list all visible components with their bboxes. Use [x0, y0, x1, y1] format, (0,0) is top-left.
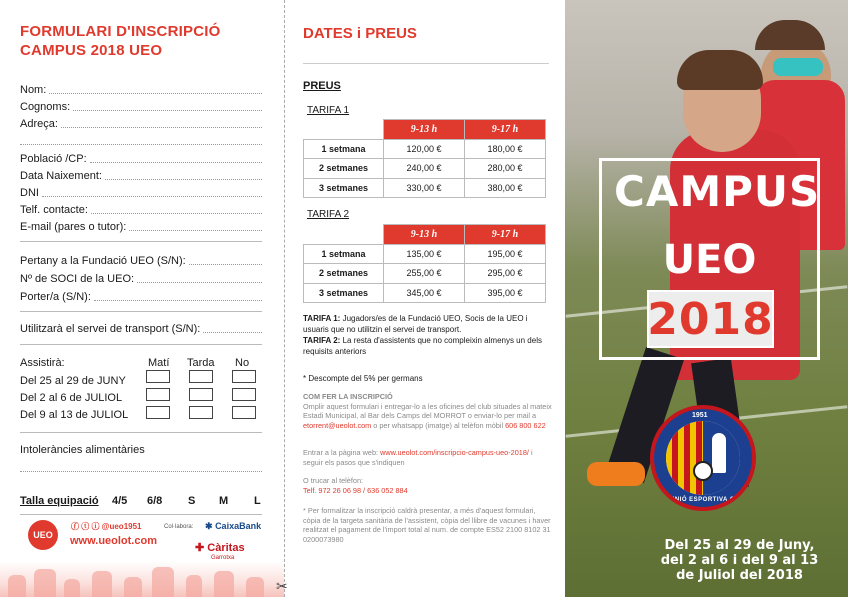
field-label: Data Naixement: [20, 170, 102, 182]
price-cell: 120,00 € [384, 139, 465, 159]
crowd-shape [8, 575, 26, 597]
field-label: Adreça: [20, 118, 58, 130]
size-option-6-8[interactable]: 6/8 [147, 495, 163, 507]
table-header-row [304, 225, 546, 245]
field-birthdate[interactable] [20, 168, 262, 182]
col-header: 9-13 h [384, 225, 465, 245]
field-label: Població /CP: [20, 153, 87, 165]
field-label: Utilitzarà el servei de transport (S/N): [20, 323, 201, 335]
checkbox-week3-morning[interactable] [146, 406, 170, 419]
assist-col-morning: Matí [148, 357, 170, 369]
divider [20, 432, 262, 433]
how-text-part: o per whatsapp (imatge) al telèfon mòbil [371, 420, 506, 430]
how-text-part: Omplir aquest formulari i entregar-lo a les oficines del club situades al mateix Estadi Municipal, al Bar dels Camps del MORROT o enviar-lo per mail a [303, 401, 552, 421]
row-label: 1 setmana [304, 139, 384, 159]
preus-label: PREUS [303, 80, 341, 92]
field-label: Cognoms: [20, 101, 71, 113]
field-line [49, 84, 262, 94]
checkbox-week1-no[interactable] [232, 370, 256, 383]
badge-year: 1951 [692, 412, 708, 419]
club-logo: UEO [28, 520, 58, 550]
tarifa-notes [303, 313, 553, 357]
field-line [42, 187, 262, 197]
crowd-shape [246, 577, 264, 597]
divider [20, 311, 262, 312]
assist-row-week1: Del 25 al 29 de JUNY [20, 375, 126, 387]
email-link[interactable]: etorrent@ueolot.com [303, 420, 372, 430]
field-intolerances[interactable] [20, 442, 262, 456]
field-surname[interactable] [20, 99, 262, 113]
club-badge-icon [650, 405, 756, 511]
divider [20, 241, 262, 242]
field-line [105, 170, 262, 180]
web-section [303, 448, 553, 467]
field-member-number[interactable] [20, 271, 262, 285]
background-player-hair [755, 20, 825, 50]
field-label: DNI [20, 187, 39, 199]
sponsor-caixabank-logo [205, 521, 261, 532]
note-tarifa1 [303, 313, 553, 335]
year-box [647, 290, 774, 348]
field-foundation[interactable] [20, 253, 262, 267]
website-link[interactable]: www.ueolot.com [70, 535, 157, 547]
field-email[interactable] [20, 219, 262, 233]
field-dni[interactable] [20, 185, 262, 199]
note-text: La resta d'assistents que no compleixin almenys un dels requisits anteriors [303, 336, 542, 356]
player-boot [587, 462, 645, 486]
tarifa1-table [303, 119, 546, 198]
field-label: Nº de SOCI de la UEO: [20, 273, 135, 285]
field-line [20, 462, 262, 472]
badge-ball-icon [693, 461, 713, 481]
checkbox-week2-morning[interactable] [146, 388, 170, 401]
divider [20, 344, 262, 345]
tarifa2-table [303, 224, 546, 303]
badge-figure [712, 433, 726, 473]
price-cell: 240,00 € [384, 159, 465, 179]
crowd-shape [186, 575, 202, 597]
field-label: E-mail (pares o tutor): [20, 221, 127, 233]
crowd-shape [214, 571, 234, 597]
divider [303, 63, 549, 64]
price-cell: 345,00 € [384, 283, 465, 303]
sponsor-caritas-sub: Garrotxa [211, 555, 235, 561]
price-cell: 135,00 € [384, 244, 465, 264]
field-line [61, 118, 262, 128]
how-to-section [303, 392, 553, 430]
badge-club-name: UNIÓ ESPORTIVA OLOT [670, 497, 749, 503]
sponsor-caritas-logo [195, 541, 245, 554]
table-corner [304, 120, 384, 140]
crowd-shape [64, 579, 80, 597]
divider [20, 514, 262, 515]
col-header: 9-17 h [465, 225, 546, 245]
field-transport[interactable] [20, 321, 262, 335]
note-key: TARIFA 2: [303, 336, 341, 345]
price-cell: 195,00 € [465, 244, 546, 264]
sponsor-caixabank-text: CaixaBank [215, 521, 262, 531]
cover-panel [565, 0, 848, 597]
registration-form-panel [0, 0, 284, 597]
table-header-row [304, 120, 546, 140]
table-row [304, 244, 546, 264]
row-label: 1 setmana [304, 244, 384, 264]
price-cell: 180,00 € [465, 139, 546, 159]
dates-line: de Juliol del 2018 [676, 568, 803, 583]
year-text: 2018 [647, 293, 774, 345]
discount-note: * Descompte del 5% per germans [303, 374, 423, 383]
field-goalkeeper[interactable] [20, 289, 262, 303]
call-section [303, 476, 553, 495]
field-address[interactable] [20, 116, 262, 130]
col-header: 9-17 h [465, 120, 546, 140]
crowd-decoration [0, 561, 284, 597]
field-intolerances-line[interactable] [20, 460, 262, 474]
tarifa1-label: TARIFA 1 [307, 105, 350, 116]
assist-label: Assistirà: [20, 357, 65, 369]
web-text: i seguir els pasos que s'indiquen [303, 448, 533, 467]
field-line [129, 221, 262, 231]
field-line [90, 153, 262, 163]
field-label: Intoleràncies alimentàries [20, 444, 145, 456]
note-key: TARIFA 1: [303, 314, 341, 323]
crowd-shape [34, 569, 56, 597]
checkbox-week2-no[interactable] [232, 388, 256, 401]
price-cell: 330,00 € [384, 178, 465, 198]
row-label: 2 setmanes [304, 159, 384, 179]
collab-label: Col·labora: [164, 524, 194, 530]
assist-col-afternoon: Tarda [187, 357, 215, 369]
checkbox-week1-afternoon[interactable] [189, 370, 213, 383]
scissors-icon: ✂ [276, 578, 288, 594]
crowd-shape [124, 577, 142, 597]
col-header: 9-13 h [384, 120, 465, 140]
web-text: Entrar a la pàgina web: [303, 448, 381, 457]
call-phones[interactable]: Telf. 972 26 06 98 / 636 052 884 [303, 485, 408, 495]
price-cell: 380,00 € [465, 178, 546, 198]
final-note: * Per formalitzar la inscripció caldrà presentar, a més d'aquest formulari, còpia de la targeta sanitària de l'assistent, còpia del llibre de vacunes i haver realitzat el pagament de l'import total al num. de compte ES52 2100 8102 31 0200073980 [303, 506, 551, 544]
field-label: Nom: [20, 84, 47, 96]
field-line [203, 323, 262, 333]
call-text: O trucar al telèfon: [303, 476, 364, 485]
field-line [91, 204, 262, 214]
tarifa2-label: TARIFA 2 [307, 209, 350, 220]
assist-row-week3: Del 9 al 13 de JULIOL [20, 409, 129, 421]
row-label: 2 setmanes [304, 264, 384, 284]
ueo-word: UEO [662, 237, 757, 283]
sponsor-caritas-text: Càritas [207, 542, 245, 554]
field-town[interactable] [20, 151, 262, 165]
checkbox-week2-afternoon[interactable] [189, 388, 213, 401]
cross-icon: ✚ [195, 542, 205, 554]
form-title-line1: FORMULARI D'INSCRIPCIÓ [20, 23, 221, 40]
row-label: 3 setmanes [304, 283, 384, 303]
field-line [189, 255, 262, 265]
field-phone[interactable] [20, 202, 262, 216]
field-name[interactable] [20, 82, 262, 96]
how-text [303, 402, 553, 431]
form-title-line2: CAMPUS 2018 UEO [20, 42, 163, 59]
row-label: 3 setmanes [304, 178, 384, 198]
checkbox-week1-morning[interactable] [146, 370, 170, 383]
badge-shield [666, 421, 740, 495]
prices-panel [285, 0, 565, 597]
price-cell: 255,00 € [384, 264, 465, 284]
price-cell: 395,00 € [465, 283, 546, 303]
campus-word: CAMPUS [614, 167, 821, 216]
field-label: Porter/a (S/N): [20, 291, 91, 303]
size-option-m[interactable]: M [219, 495, 229, 507]
field-line [94, 291, 262, 301]
price-cell: 280,00 € [465, 159, 546, 179]
table-row [304, 159, 546, 179]
dates-line: Del 25 al 29 de Juny, [664, 538, 815, 553]
assist-col-no: No [235, 357, 250, 369]
checkbox-week3-afternoon[interactable] [189, 406, 213, 419]
size-option-l[interactable]: L [254, 495, 261, 507]
table-row [304, 283, 546, 303]
campus-dates [637, 538, 842, 583]
table-row [304, 178, 546, 198]
note-tarifa2 [303, 335, 553, 357]
checkbox-week3-no[interactable] [232, 406, 256, 419]
form-title [20, 22, 220, 60]
field-line [73, 101, 262, 111]
size-label: Talla equipació [20, 495, 99, 507]
background-player-scarf [773, 58, 823, 76]
table-row [304, 264, 546, 284]
dates-line: del 2 al 6 i del 9 al 13 [660, 553, 819, 568]
note-text: Jugadors/es de la Fundació UEO, Socis de la UEO i usuaris que no utilitzin el servei de transport. [303, 314, 528, 334]
size-option-s[interactable]: S [188, 495, 196, 507]
whatsapp-phone[interactable]: 606 800 622 [505, 420, 546, 430]
field-label: Pertany a la Fundació UEO (S/N): [20, 255, 186, 267]
price-cell: 295,00 € [465, 264, 546, 284]
player-hair [677, 50, 763, 90]
field-label: Telf. contacte: [20, 204, 88, 216]
badge-stripes [666, 421, 703, 495]
prices-heading: DATES i PREUS [303, 25, 417, 42]
field-line [137, 273, 262, 283]
table-corner [304, 225, 384, 245]
assist-row-week2: Del 2 al 6 de JULIOL [20, 392, 123, 404]
table-row [304, 139, 546, 159]
size-option-4-5[interactable]: 4/5 [112, 495, 128, 507]
social-handles[interactable]: ⓕ ⓣ ⓘ @ueo1951 [71, 522, 142, 531]
crowd-shape [152, 567, 174, 597]
registration-url-link[interactable]: www.ueolot.com/inscripcio-campus-ueo-2018/ [380, 448, 529, 457]
how-title: COM FER LA INSCRIPCIÓ [303, 392, 393, 401]
field-address-extra[interactable] [20, 133, 262, 147]
field-line [20, 135, 262, 145]
star-icon: ✱ [205, 521, 213, 531]
crowd-shape [92, 571, 112, 597]
